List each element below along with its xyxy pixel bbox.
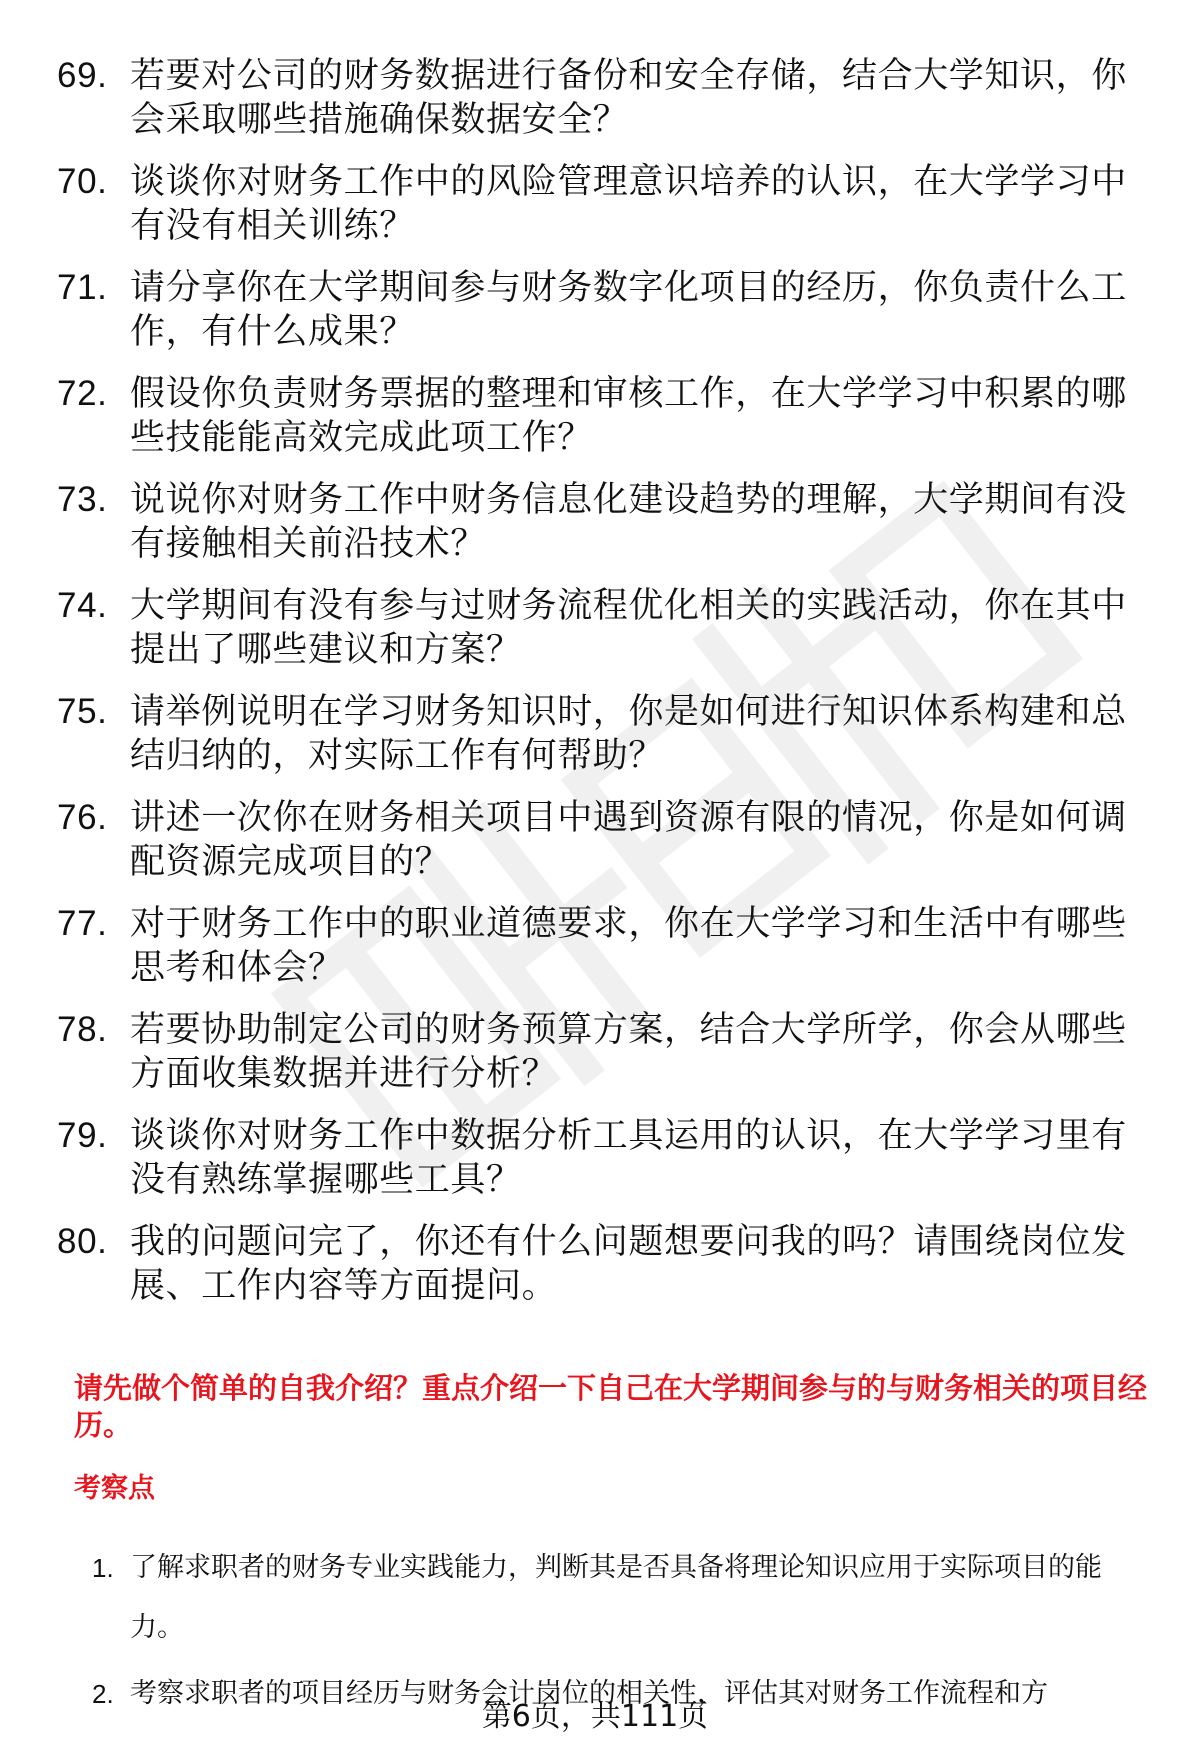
- question-text: 大学期间有没有参与过财务流程优化相关的实践活动，你在其中提出了哪些建议和方案？: [130, 586, 1127, 670]
- question-item: [0, 1220, 1190, 1308]
- question-number: 79.: [57, 1116, 108, 1155]
- question-text: 我的问题问完了，你还有什么问题想要问我的吗？请围绕岗位发展、工作内容等方面提问。: [130, 1222, 1127, 1306]
- question-number: 70.: [57, 162, 108, 201]
- question-text: 假设你负责财务票据的整理和审核工作，在大学学习中积累的哪些技能能高效完成此项工作？: [130, 374, 1127, 458]
- question-text: 若要对公司的财务数据进行备份和安全存储，结合大学知识，你会采取哪些措施确保数据安全？: [130, 56, 1127, 140]
- question-text: 请分享你在大学期间参与财务数字化项目的经历，你负责什么工作，有什么成果？: [130, 268, 1127, 352]
- question-number: 72.: [57, 374, 108, 413]
- question-text: 谈谈你对财务工作中的风险管理意识培养的认识，在大学学习中有没有相关训练？: [130, 162, 1127, 246]
- question-number: 76.: [57, 798, 108, 837]
- question-number: 80.: [57, 1222, 108, 1261]
- question-text: 说说你对财务工作中财务信息化建设趋势的理解，大学期间有没有接触相关前沿技术？: [130, 480, 1127, 564]
- question-item: [0, 690, 1190, 778]
- question-item: [0, 902, 1190, 990]
- question-number: 74.: [57, 586, 108, 625]
- question-text: 讲述一次你在财务相关项目中遇到资源有限的情况，你是如何调配资源完成项目的？: [130, 798, 1127, 882]
- question-text: 谈谈你对财务工作中数据分析工具运用的认识，在大学学习里有没有熟练掌握哪些工具？: [130, 1116, 1127, 1200]
- question-item: [0, 1114, 1190, 1202]
- point-text: 考察求职者的项目经历与财务会计岗位的相关性，评估其对财务工作流程和方: [130, 1678, 1048, 1709]
- question-text: 若要协助制定公司的财务预算方案，结合大学所学，你会从哪些方面收集数据并进行分析？: [130, 1010, 1127, 1094]
- question-list: [0, 54, 1190, 1326]
- assessment-point: [0, 1538, 1190, 1658]
- question-number: 77.: [57, 904, 108, 943]
- question-item: [0, 584, 1190, 672]
- question-item: [0, 266, 1190, 354]
- point-text: 了解求职者的财务专业实践能力，判断其是否具备将理论知识应用于实际项目的能力。: [130, 1552, 1102, 1643]
- question-number: 69.: [57, 56, 108, 95]
- point-number: 1.: [92, 1553, 114, 1583]
- question-item: [0, 160, 1190, 248]
- question-item: [0, 54, 1190, 142]
- question-number: 73.: [57, 480, 108, 519]
- question-item: [0, 478, 1190, 566]
- section-subhead: 考察点: [74, 1473, 155, 1504]
- question-number: 78.: [57, 1010, 108, 1049]
- question-number: 71.: [57, 268, 108, 307]
- question-text: 请举例说明在学习财务知识时，你是如何进行知识体系构建和总结归纳的，对实际工作有何帮助？: [130, 692, 1127, 776]
- question-item: [0, 796, 1190, 884]
- section-title: 请先做个简单的自我介绍？重点介绍一下自己在大学期间参与的与财务相关的项目经历。: [74, 1371, 1148, 1442]
- point-number: 2.: [92, 1679, 114, 1709]
- question-text: 对于财务工作中的职业道德要求，你在大学学习和生活中有哪些思考和体会？: [130, 904, 1127, 988]
- question-item: [0, 1008, 1190, 1096]
- question-item: [0, 372, 1190, 460]
- page-footer: 第6页，共111页: [481, 1699, 709, 1734]
- question-number: 75.: [57, 692, 108, 731]
